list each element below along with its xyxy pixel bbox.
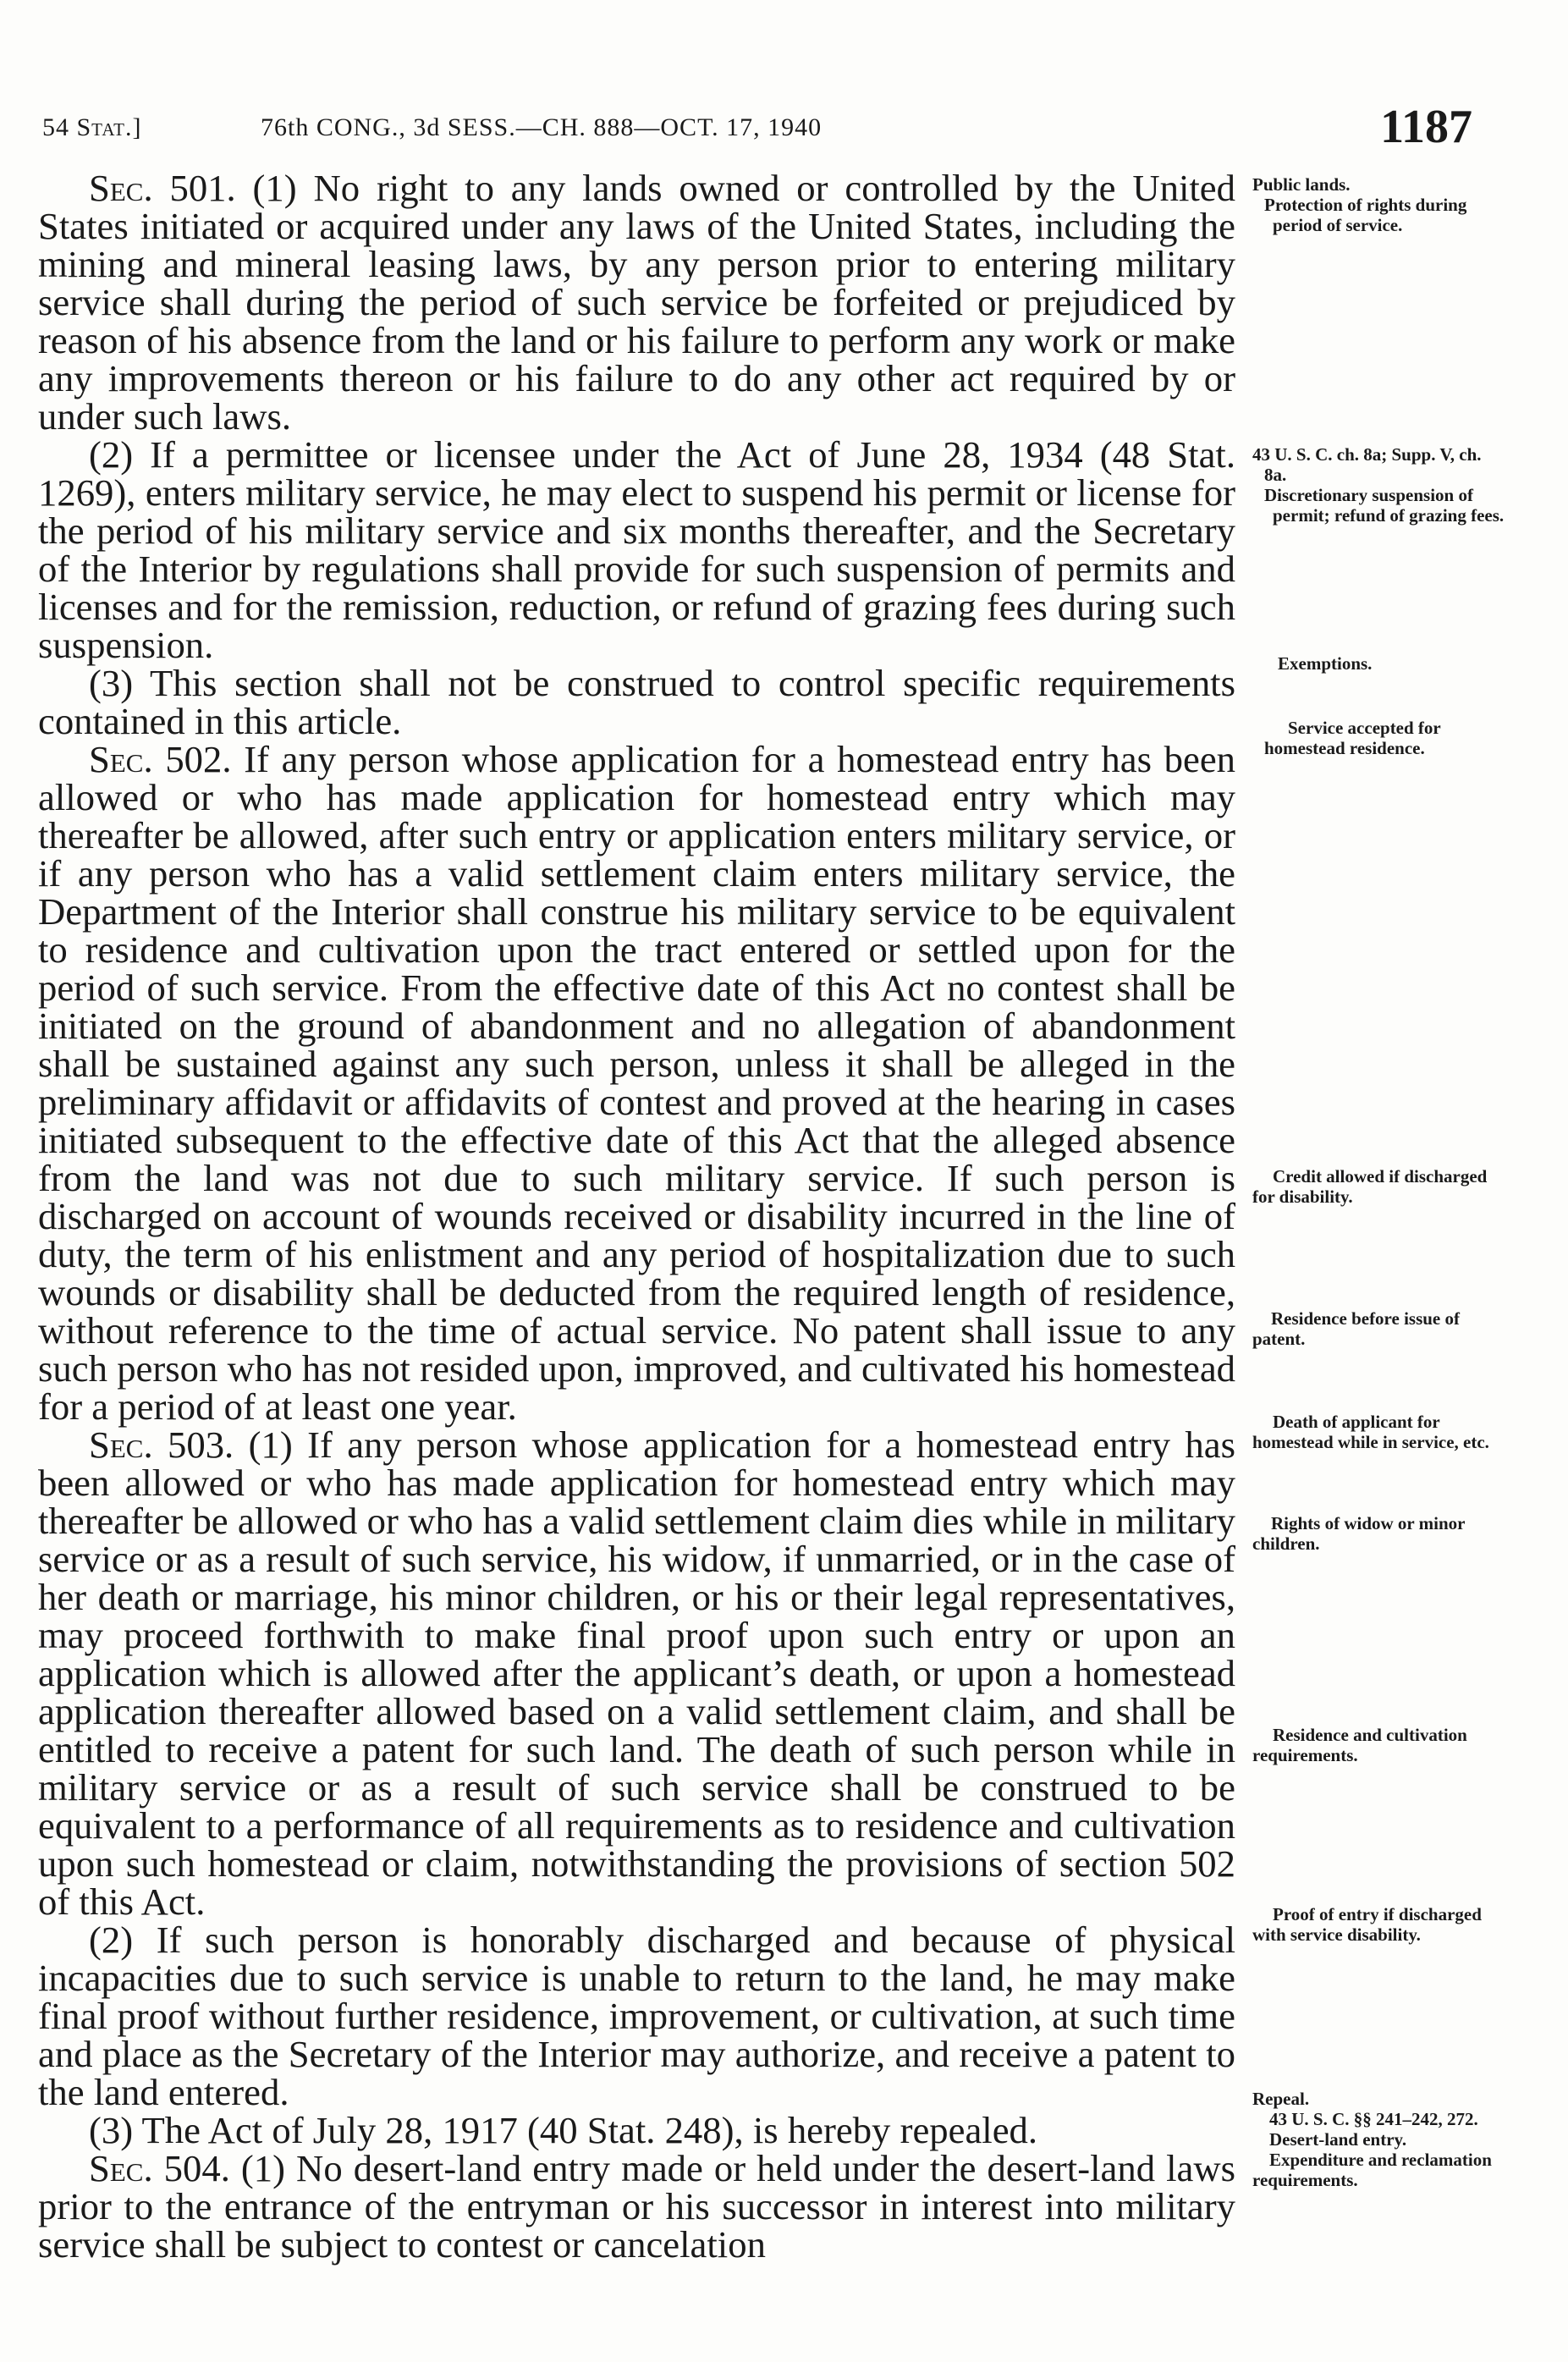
- paragraph-sec-501-3: (3) This section shall not be construed to control specific requirements contained in this article.: [38, 662, 1235, 742]
- paragraph-text: If any person whose application for a homestead entry has been allowed or who has made application for homestead entry which may thereafter be allowed, after such entry or application enters military service, or if any person who has a valid settlement claim enters military service, the Department of the Interior shall construe his military service to be equivalent to residence and cultivation upon the tract entered or settled upon for the period of such service. From the effective date of this Act no contest shall be initiated on the ground of abandonment and no allegation of abandonment shall be sustained against any such person, unless it shall be alleged in the preliminary affidavit or affidavits of contest and proved at the hearing in cases initiated subsequent to the effective date of this Act that the alleged absence from the land was not due to such military service. If such person is discharged on account of wounds received or disability incurred in the line of duty, the term of his enlistment and any period of hospitalization due to such wounds or disability shall be deducted from the required length of residence, without reference to the time of actual service. No patent shall issue to any such person who has not resided upon, improved, and cultivated his homestead for a period of at least one year.: [38, 738, 1235, 1428]
- margin-note-text: 43 U. S. C. §§ 241–242, 272.: [1269, 2109, 1478, 2129]
- running-head: [42, 93, 1472, 161]
- margin-note-text: Exemptions.: [1278, 653, 1373, 674]
- margin-note-text: Desert-land entry.: [1269, 2129, 1407, 2150]
- section-label: Sec. 501.: [89, 167, 236, 209]
- margin-note-text: Residence and cultivation requirements.: [1252, 1725, 1467, 1765]
- paragraph-sec-503-2: (2) If such person is honorably discharged and because of physical incapacities due to such service is unable to return to the land, he may make final proof without further residence, improvement, or cultivation, at such time and place as the Secretary of the Interior may authorize, and receive a patent to the land entered.: [38, 1919, 1235, 2113]
- margin-note-public-lands: [1252, 174, 1506, 235]
- margin-note-text: Service accepted for homestead residence.: [1264, 718, 1441, 758]
- paragraph-sec-503-3: (3) The Act of July 28, 1917 (40 Stat. 248), is hereby repealed.: [89, 2109, 1038, 2151]
- margin-note-repeal: [1252, 2089, 1506, 2190]
- volume-reference: 54 Stat.]: [42, 113, 142, 141]
- page-number: 1187: [1380, 101, 1472, 153]
- margin-note-residence-before: [1252, 1308, 1506, 1349]
- paragraph-text: (1) No right to any lands owned or controlled by the United States initiated or acquired under any laws of the United States, including the mining and mineral leasing laws, by any person prior to entering military service shall during the period of such service be forfeited or prejudiced by reason of his absence from the land or his failure to perform any work or make any improvements thereon or his failure to do any other act required by or under such laws.: [38, 167, 1235, 438]
- margin-note-residence-cultivation: [1252, 1725, 1506, 1765]
- paragraph-sec-503-1: [38, 1423, 1235, 1923]
- margin-note-death-applicant: [1252, 1412, 1506, 1452]
- margin-note-text: Rights of widow or minor children.: [1252, 1513, 1466, 1554]
- paragraph-text: (1) No desert-land entry made or held under the desert-land laws prior to the entrance of the entryman or his successor in interest into military service shall be subject to contest or cancelation: [38, 2147, 1235, 2266]
- margin-note-text: Public lands.: [1252, 174, 1351, 195]
- margin-note-text: Death of applicant for homestead while in service, etc.: [1252, 1412, 1489, 1452]
- margin-note-text: Expenditure and reclamation requirements.: [1252, 2150, 1492, 2190]
- margin-note-credit-allowed: [1252, 1166, 1506, 1207]
- paragraph-text: (1) If any person whose application for a homestead entry has been allowed or who has made application for homestead entry which may thereafter be allowed or who has a valid settlement claim dies while in military service or as a result of such service, his widow, if unmarried, or in the case of her death or marriage, his minor children, or his or their legal representatives, may proceed forthwith to make final proof upon such entry or upon an application which is allowed after the applicant’s death, or upon a homestead application thereafter allowed based on a valid settlement claim, and shall be entitled to receive a patent for such land. The death of such person while in military service or as a result of such service shall be construed to be equivalent to a performance of all requirements as to residence and cultivation upon such homestead or claim, notwithstanding the provisions of section 502 of this Act.: [38, 1423, 1235, 1923]
- margin-note-text: 43 U. S. C. ch. 8a; Supp. V, ch. 8a.: [1252, 444, 1482, 485]
- margin-note-proof-entry: [1252, 1904, 1506, 1945]
- margin-note-text: Discretionary suspension of permit; refund of grazing fees.: [1264, 485, 1505, 526]
- margin-note-text: Proof of entry if discharged with service disability.: [1252, 1904, 1482, 1945]
- paragraph-sec-501-1: [38, 169, 1235, 436]
- section-label: Sec. 504.: [89, 2147, 230, 2189]
- margin-note-text: Residence before issue of patent.: [1252, 1308, 1460, 1349]
- paragraph-sec-504-1: [38, 2147, 1235, 2266]
- session-chapter-date: 76th CONG., 3d SESS.—CH. 888—OCT. 17, 1940: [261, 113, 823, 141]
- margin-note-grazing: [1252, 444, 1506, 526]
- margin-note-service-accepted: [1252, 718, 1506, 758]
- statute-body: [38, 169, 1235, 2264]
- margin-note-exemptions: [1252, 653, 1532, 674]
- margin-note-text: Repeal.: [1252, 2089, 1310, 2109]
- margin-note-text: Protection of rights during period of service.: [1264, 195, 1467, 235]
- margin-note-text: Credit allowed if discharged for disability.: [1252, 1166, 1488, 1207]
- section-label: Sec. 502.: [89, 738, 232, 780]
- paragraph-sec-502: [38, 738, 1235, 1428]
- section-label: Sec. 503.: [89, 1423, 234, 1466]
- paragraph-sec-501-2: (2) If a permittee or licensee under the Act of June 28, 1934 (48 Stat. 1269), enters military service, he may elect to suspend his permit or license for the period of his military service and six months thereafter, and the Secretary of the Interior by regulations shall provide for such suspension of permits and licenses and for the remission, reduction, or refund of grazing fees during such suspension.: [38, 433, 1235, 666]
- margin-note-rights-widow: [1252, 1513, 1506, 1554]
